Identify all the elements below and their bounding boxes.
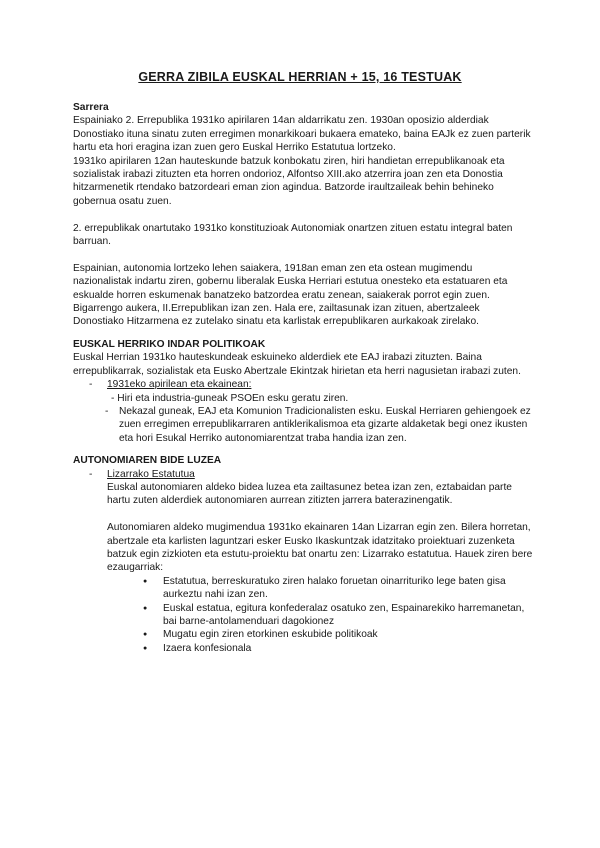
list-item-label: Lizarrako Estatutua	[107, 468, 195, 480]
paragraph: 1931ko apirilaren 12an hauteskunde batzuk konbokatu ziren, hiri handietan errepublikanoak eta sozialistak irabazi zituzten eta horren ondorioz, Alfontso XIII.ako atzerrira joan zen eta Donostia hitzarmenetik rtendako batzordeari eman zion agindua. Batzorde iraultzaileak behin behineko gobernua osatu zuen.	[73, 155, 505, 207]
document-body	[73, 101, 533, 655]
sub-list-item	[73, 392, 533, 405]
dash-marker: -	[105, 405, 109, 417]
document-title: GERRA ZIBILA EUSKAL HERRIAN + 15, 16 TESTUAK	[138, 70, 462, 84]
dash-marker: -	[89, 468, 93, 480]
paragraph: Espainian, autonomia lortzeko lehen saiakera, 1918an eman zen eta ostean mugimendu nazionalistak indartu ziren, gobernu liberalak Euska Herriari estutua onesteko eta estatuaren eta eskualde horren eskumenak banatzeko batzordea eratu zenean, saiakerak porrot egin zuen.	[73, 262, 508, 301]
bullet-item: ● Izaera konfesionala	[143, 642, 533, 655]
paragraph: Bigarrengo aukera, II.Errepublikan izan zen. Hala ere, zailtasunak izan zituen, abertzaleek Donostiako Hitzarmena ez zutelako sinatu eta karlistak errepublikaren aurkakoak zirelako.	[73, 303, 480, 328]
bullet-item: ● Mugatu egin ziren etorkinen eskubide politikoak	[143, 628, 533, 641]
sub-list-item	[73, 405, 533, 445]
bullet-item: ● Estatutua, berreskuratuko ziren halako foruetan oinarrituriko lege baten gisa aurkeztu nahi izan zen.	[143, 575, 533, 602]
paragraph: Euskal Herrian 1931ko hauteskundeak eskuineko alderdiek ete EAJ irabazi zituzten. Baina errepublikarrak, sozialistak eta Eusko Abertzale Ekintzak hirietan eta herri nagusietan irabazi zuten.	[73, 352, 521, 377]
sub-item-text: - Hiri eta industria-guneak PSOEn esku geratu ziren.	[111, 392, 349, 404]
paragraph: Espainiako 2. Errepublika 1931ko apirilaren 14an aldarrikatu zen. 1930an oposizio alderdiak Donostiako ituna sinatu zuten erregimen monarkikoari bukaera emateko, baina EAJk ez zuen parterik hartu eta hori eragina izan zuen gero Euskal Herriko Estatutua lortzeko.	[73, 115, 531, 154]
section-heading-sarrera: Sarrera	[73, 102, 109, 113]
bullet-list	[73, 575, 533, 655]
indented-paragraph: Autonomiaren aldeko mugimendua 1931ko ekainaren 14an Lizarran egin zen. Bilera horretan, abertzale eta karlisten laguntzari esker Eusko Ikaskuntzak idatzitako proiektuari zuzenketa batzuk egin zizkioten eta estutu-proiektu bat onartu zen: Lizarrako estatutua. Hauek ziren bere ezaugarriak:	[107, 522, 533, 574]
list-item	[73, 378, 533, 391]
list-item	[73, 468, 533, 481]
section-heading-autonomia: AUTONOMIAREN BIDE LUZEA	[73, 455, 222, 467]
bullet-item: ● Euskal estatua, egitura konfederalaz osatuko zen, Espainarekiko harremanetan, bai barne-antolamenduari dagokionez	[143, 602, 533, 629]
paragraph: 2. errepublikak onartutako 1931ko konstituzioak Autonomiak onartzen zituen estatu integral baten barruan.	[73, 222, 513, 248]
section-heading-indar-politikoak: EUSKAL HERRIKO INDAR POLITIKOAK	[73, 338, 266, 350]
dash-marker: -	[89, 379, 93, 391]
indented-paragraph: Euskal autonomiaren aldeko bidea luzea eta zailtasunez betea izan zen, eztabaidan parte hartu zuten alderdiek autonomiaren aurrean zitizten jarrera baterazinengatik.	[107, 481, 512, 507]
list-item-label: 1931eko apirilean eta ekainean:	[107, 379, 252, 391]
sub-item-text: Nekazal guneak, EAJ eta Komunion Tradicionalisten esku. Euskal Herriaren gehiengoek ez zuen erregimen errepublikarraren antiklerikalismoa eta gizarte aldaketak begi onez ikusten eta hori Esukal Herriko autonomiarentzat traba handia izan zen.	[119, 405, 531, 444]
